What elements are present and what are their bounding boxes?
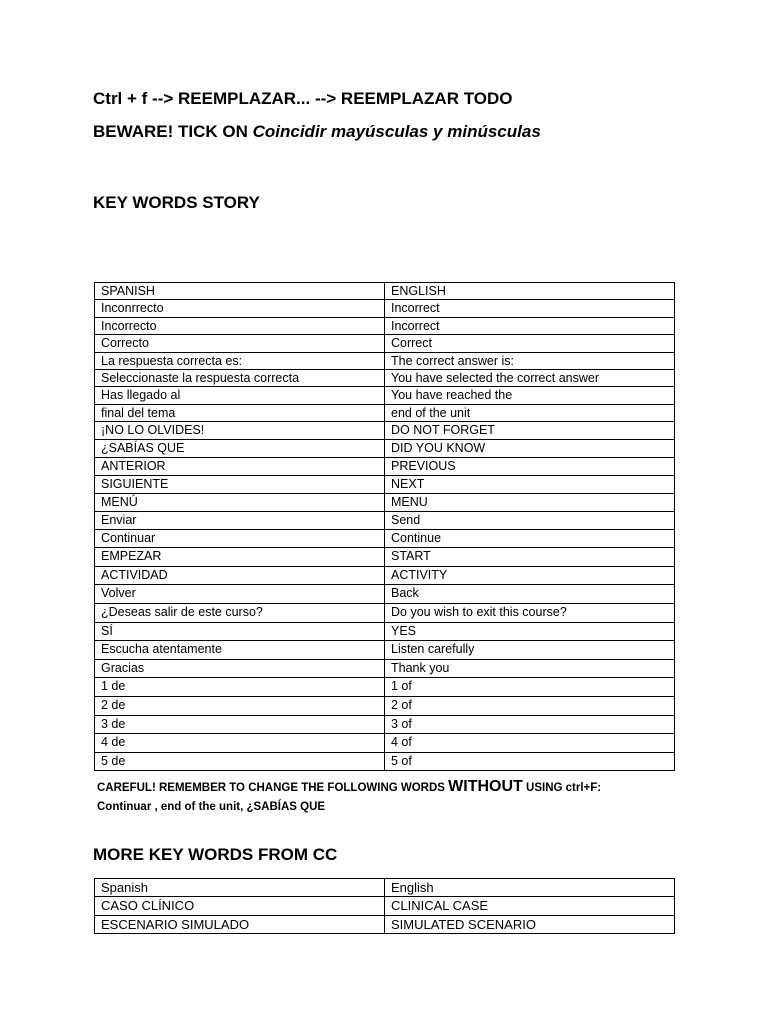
table-row — [95, 604, 675, 623]
table-row — [95, 752, 675, 771]
cell-spanish: 1 de — [95, 678, 385, 697]
cell-spanish: ¡NO LO OLVIDES! — [95, 422, 385, 439]
table-row — [95, 493, 675, 511]
cell-english: English — [385, 879, 675, 897]
cell-english: Back — [385, 585, 675, 604]
table-row — [95, 641, 675, 660]
cell-english: 4 of — [385, 734, 675, 753]
cell-spanish: ¿Deseas salir de este curso? — [95, 604, 385, 623]
table-row — [95, 317, 675, 334]
careful-note-line1 — [97, 777, 601, 798]
table-row — [95, 622, 675, 641]
careful-note-line2: Continuar , end of the unit, ¿SABÍAS QUE — [97, 801, 326, 813]
table-row — [95, 283, 675, 300]
cell-english: DO NOT FORGET — [385, 422, 675, 439]
cell-spanish: Correcto — [95, 335, 385, 352]
cell-english: The correct answer is: — [385, 352, 675, 369]
cell-spanish: Has llegado al — [95, 387, 385, 404]
cell-english: Thank you — [385, 659, 675, 678]
more-key-words-table — [94, 878, 675, 934]
table-row — [95, 678, 675, 697]
cell-spanish: Inconrrecto — [95, 300, 385, 317]
cell-english: CLINICAL CASE — [385, 897, 675, 915]
warning-option: Coincidir mayúsculas y minúsculas — [252, 122, 541, 141]
cell-english: YES — [385, 622, 675, 641]
cell-spanish: EMPEZAR — [95, 548, 385, 567]
cell-english: NEXT — [385, 475, 675, 493]
table-row — [95, 566, 675, 585]
cell-spanish: Incorrecto — [95, 317, 385, 334]
cell-english: MENU — [385, 493, 675, 511]
table-row — [95, 300, 675, 317]
careful-note — [97, 777, 601, 817]
table-row — [95, 404, 675, 421]
careful-emphasis: WITHOUT — [448, 778, 523, 795]
cell-spanish: 5 de — [95, 752, 385, 771]
cell-english: ACTIVITY — [385, 566, 675, 585]
cell-spanish: ACTIVIDAD — [95, 566, 385, 585]
cell-english: Send — [385, 512, 675, 530]
cell-english: Correct — [385, 335, 675, 352]
table-row — [95, 696, 675, 715]
section-title-key-words-story: KEY WORDS STORY — [93, 193, 260, 212]
cell-spanish: Spanish — [95, 879, 385, 897]
table-row — [95, 715, 675, 734]
cell-spanish: Enviar — [95, 512, 385, 530]
table-row — [95, 475, 675, 493]
warning-prefix: BEWARE! TICK ON — [93, 122, 253, 141]
table-row — [95, 897, 675, 915]
cell-english: 3 of — [385, 715, 675, 734]
cell-spanish: ¿SABÍAS QUE — [95, 439, 385, 457]
table-row — [95, 457, 675, 475]
cell-spanish: SPANISH — [95, 283, 385, 300]
cell-english: PREVIOUS — [385, 457, 675, 475]
cell-spanish: CASO CLÍNICO — [95, 897, 385, 915]
cell-spanish: 2 de — [95, 696, 385, 715]
table-row — [95, 659, 675, 678]
warning-line — [93, 122, 541, 142]
key-words-table — [94, 282, 675, 771]
cell-spanish: final del tema — [95, 404, 385, 421]
cell-english: Listen carefully — [385, 641, 675, 660]
cell-spanish: Volver — [95, 585, 385, 604]
cell-spanish: MENÚ — [95, 493, 385, 511]
cell-english: 1 of — [385, 678, 675, 697]
cell-spanish: Gracias — [95, 659, 385, 678]
table-row — [95, 512, 675, 530]
cell-english: Incorrect — [385, 300, 675, 317]
cell-spanish: Seleccionaste la respuesta correcta — [95, 370, 385, 387]
cell-english: DID YOU KNOW — [385, 439, 675, 457]
cell-english: 2 of — [385, 696, 675, 715]
cell-spanish: Escucha atentamente — [95, 641, 385, 660]
cell-spanish: SÍ — [95, 622, 385, 641]
table-row — [95, 915, 675, 933]
cell-spanish: ANTERIOR — [95, 457, 385, 475]
table-row — [95, 530, 675, 548]
cell-english: ENGLISH — [385, 283, 675, 300]
cell-spanish: ESCENARIO SIMULADO — [95, 915, 385, 933]
section-title-more-key-words: MORE KEY WORDS FROM CC — [93, 845, 338, 864]
table-row — [95, 734, 675, 753]
cell-spanish: La respuesta correcta es: — [95, 352, 385, 369]
cell-english: Incorrect — [385, 317, 675, 334]
table-row — [95, 439, 675, 457]
cell-english: 5 of — [385, 752, 675, 771]
careful-text: CAREFUL! REMEMBER TO CHANGE THE FOLLOWING WORDS — [97, 782, 449, 794]
instruction-line: Ctrl + f --> REEMPLAZAR... --> REEMPLAZAR TODO — [93, 89, 513, 108]
cell-english: START — [385, 548, 675, 567]
cell-english: SIMULATED SCENARIO — [385, 915, 675, 933]
table-row — [95, 422, 675, 439]
cell-english: You have reached the — [385, 387, 675, 404]
cell-english: Do you wish to exit this course? — [385, 604, 675, 623]
table-row — [95, 335, 675, 352]
table-row — [95, 387, 675, 404]
table-row — [95, 370, 675, 387]
cell-spanish: 4 de — [95, 734, 385, 753]
table-row — [95, 548, 675, 567]
cell-english: Continue — [385, 530, 675, 548]
cell-english: end of the unit — [385, 404, 675, 421]
table-row — [95, 585, 675, 604]
careful-text-end: USING ctrl+F: — [522, 782, 602, 794]
table-row — [95, 352, 675, 369]
cell-english: You have selected the correct answer — [385, 370, 675, 387]
cell-spanish: Continuar — [95, 530, 385, 548]
cell-spanish: SIGUIENTE — [95, 475, 385, 493]
cell-spanish: 3 de — [95, 715, 385, 734]
table-row — [95, 879, 675, 897]
